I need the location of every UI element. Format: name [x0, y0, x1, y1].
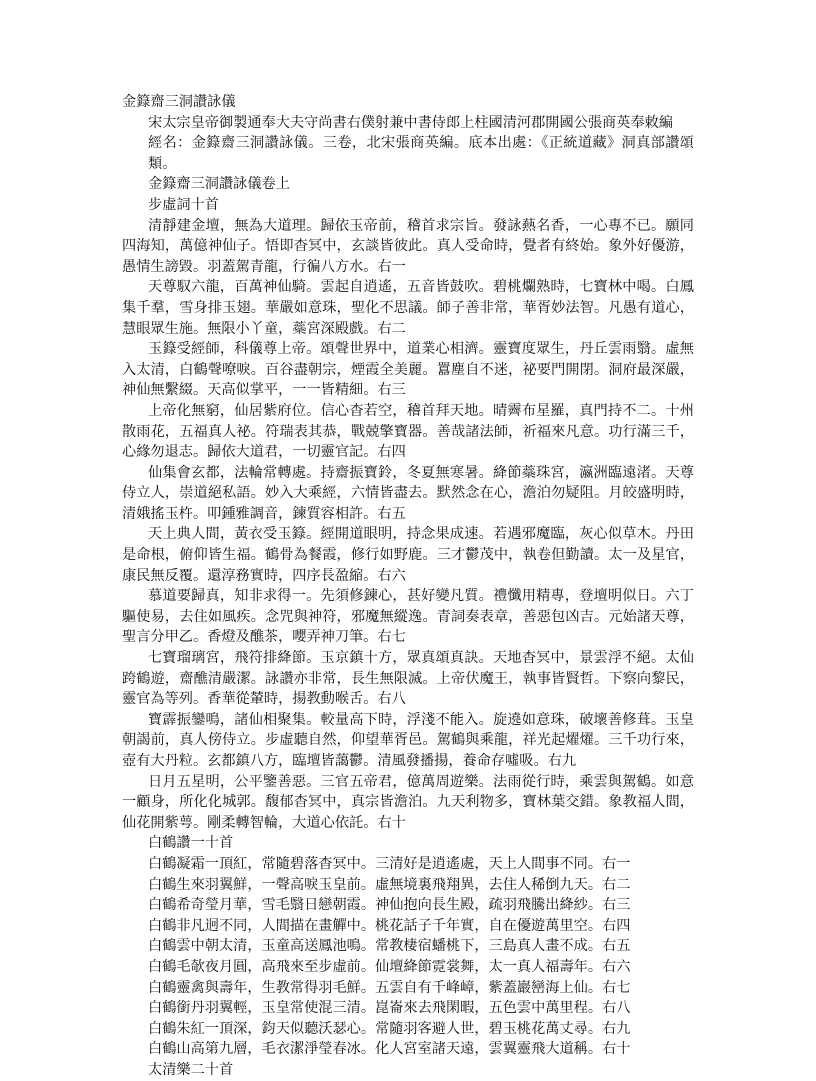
baihe-verse: 白鶴山高第九層，毛衣潔淨瑩春冰。化人宮室諸天遠，雲翼靈飛大道稱。右十 [148, 1041, 631, 1058]
buxu-stanza: 慕道要歸真，知非求得一。先須修鍊心，甚好變凡質。禮懺用精專，登壇明似日。六丁驅使易，去住如風疾。念咒與神符，邪魔無縱逸。青詞奏表章，善惡包凶吉。元始諸天尊，聖言分甲乙。香燈及醮茶，嚶弄神刀筆。右七 [122, 588, 694, 646]
baihe-verse: 白鶴銜丹羽翼輕，玉皇常使混三清。崑崙來去飛閑暇，五色雲中萬里程。右八 [148, 1000, 631, 1017]
baihe-verse: 白鶴生來羽翼鮮，一聲高唳玉皇前。虛無境裏飛翔異，去住人稀倒九天。右二 [148, 876, 631, 893]
buxu-stanza: 玉籙受經師，科儀尊上帝。頌聲世界中，道業心相濟。靈寶度眾生，丹丘雲雨翳。虛無入太清，白鶴聲嘹唳。百谷盡朝宗，煙霞全美麗。囂塵自不迷，祕要門開閉。洞府最深嚴，神仙無繫綴。天高似掌平，一一皆精細。右三 [122, 341, 694, 399]
document-title: 金籙齋三洞讚詠儀 [122, 94, 236, 110]
author-line: 宋太宗皇帝御製通奉大夫守尚書右僕射兼中書侍郎上柱國清河郡開國公張商英奉敕編 [148, 114, 673, 131]
volume-title: 金籙齋三洞讚詠儀卷上 [148, 176, 290, 193]
buxu-stanza: 上帝化無窮，仙居紫府位。信心杳若空，稽首拜天地。晴霽布星羅，真門持不二。十州散雨花，五福真人祕。符瑞表其恭，戰兢擎寶器。善哉諸法師，祈福來凡意。功行滿三千，心緣勿退志。歸依大道君，一切靈官記。右四 [122, 402, 694, 461]
baihe-verse: 白鶴非凡迥不同，人間描在畫觶中。桃花話子千年實，自在優遊萬里空。右四 [148, 917, 631, 934]
buxu-stanza: 天尊馭六龍，百萬神仙騎。雲起自逍遙，五音皆鼓吹。碧桃爛熟時，七寶林中喝。白鳳集千羣，雪身排玉翅。華嚴如意珠，聖化不思議。師子善非常，華胥妙法智。凡愚有道心，慧眼眾生施。無限小丫童，蘂宮深殿戲。右二 [122, 279, 694, 337]
meta-line: 經名：金籙齋三洞讚詠儀。三卷，北宋張商英編。底本出處：《正統道藏》洞真部讚頌類。 [148, 135, 694, 172]
section-heading-taiqing: 太清樂二十首 [148, 1061, 234, 1078]
baihe-verse: 白鶴希奇瑩月華，雪毛翳日戀朝霞。神仙抱向長生殿，疏羽飛騰出絳紗。右三 [148, 897, 631, 914]
buxu-stanza: 寶霹振鑾鳴，諸仙相聚集。較量高下時，浮淺不能入。旋遶如意珠，破壞善修葺。玉皇朝謁前，真人傍侍立。步虛聽自然，仰望華胥邑。駕鶴與乘龍，祥光起燿燿。三千功行來，壺有大丹粒。玄都鎮八方，臨壇皆藹鬱。清風發播揚，養命存噓吸。右九 [122, 711, 694, 769]
baihe-verse: 白鶴朱紅一頂深，鈞天似聽沃瑟心。常隨羽客避人世，碧玉桃花萬丈尋。右九 [148, 1020, 631, 1037]
buxu-stanza: 清靜建金壇，無為大道理。歸依玉帝前，稽首求宗旨。發詠爇名香，一心專不已。願同四海知，萬億神仙子。悟即杳冥中，玄談皆彼此。真人受命時，覺者有終始。象外好優游，愚情生謗毀。羽蓋駕青龍，行徧八方水。右一 [122, 217, 694, 275]
buxu-stanza: 天上典人間，黃衣受玉籙。經開道眼明，持念果成速。若遇邪魔臨，灰心似草木。丹田是命根，俯仰皆生福。鶴骨為餐霞，修行如野鹿。三才鬱茂中，執卷但勤讀。太一及星官，康民無反覆。還淳務實時，四序長盈縮。右六 [122, 526, 694, 584]
document-page [122, 92, 694, 1081]
buxu-stanza: 七寶瑠璃宮，飛符排絳節。玉京鎮十方，眾真頌真訣。天地杳冥中，景雲浮不絕。太仙跨鶴遊，齋醮清嚴潔。詠讚亦非常，長生無限滅。上帝伏魔王，執事皆賢哲。下察向黎民，靈官為等列。香華從輦時，揚教動喉舌。右八 [122, 650, 694, 708]
baihe-verse: 白鶴雲中朝太清，玉童高送鳳池鳴。常教棲宿蟠桃下，三島真人畫不成。右五 [148, 938, 631, 955]
baihe-verse: 白鶴靈禽與壽年，生教常得羽毛鮮。五雲自有千峰嶂，紫蓋巖巒海上仙。右七 [148, 979, 631, 996]
section-heading-baihe: 白鶴讚一十首 [148, 835, 234, 852]
baihe-verse: 白鶴凝霜一頂紅，常隨碧落杳冥中。三清好是逍遙處，天上人間事不同。右一 [148, 855, 631, 872]
section-heading-buxu: 步虛詞十首 [148, 196, 219, 213]
baihe-verse: 白鶴毛欹夜月圓，高飛來至步虛前。仙壇絳節霓裳舞，太一真人福壽年。右六 [148, 958, 631, 975]
buxu-stanza: 仙集會玄都，法輪常轉處。持齋振寶鈴，冬夏無寒暑。絳節蘂珠宮，瀛洲臨遠渚。天尊侍立人，崇道絕私語。妙入大乘經，六情皆盡去。默然念在心，澹泊勿疑阻。月皎盛明時，清娥搖玉杵。叩鍾雅調音，鍊質容相許。右五 [122, 464, 694, 522]
buxu-stanza: 日月五星明，公平鑒善惡。三官五帝君，億萬周遊樂。法雨從行時，乘雲與駕鶴。如意一顧身，所化化城郭。馥郁杳冥中，真宗皆澹泊。九天利物多，寶林葉交錯。象教福人間，仙花開紫萼。剛柔轉智輪，大道心依託。右十 [122, 773, 694, 831]
